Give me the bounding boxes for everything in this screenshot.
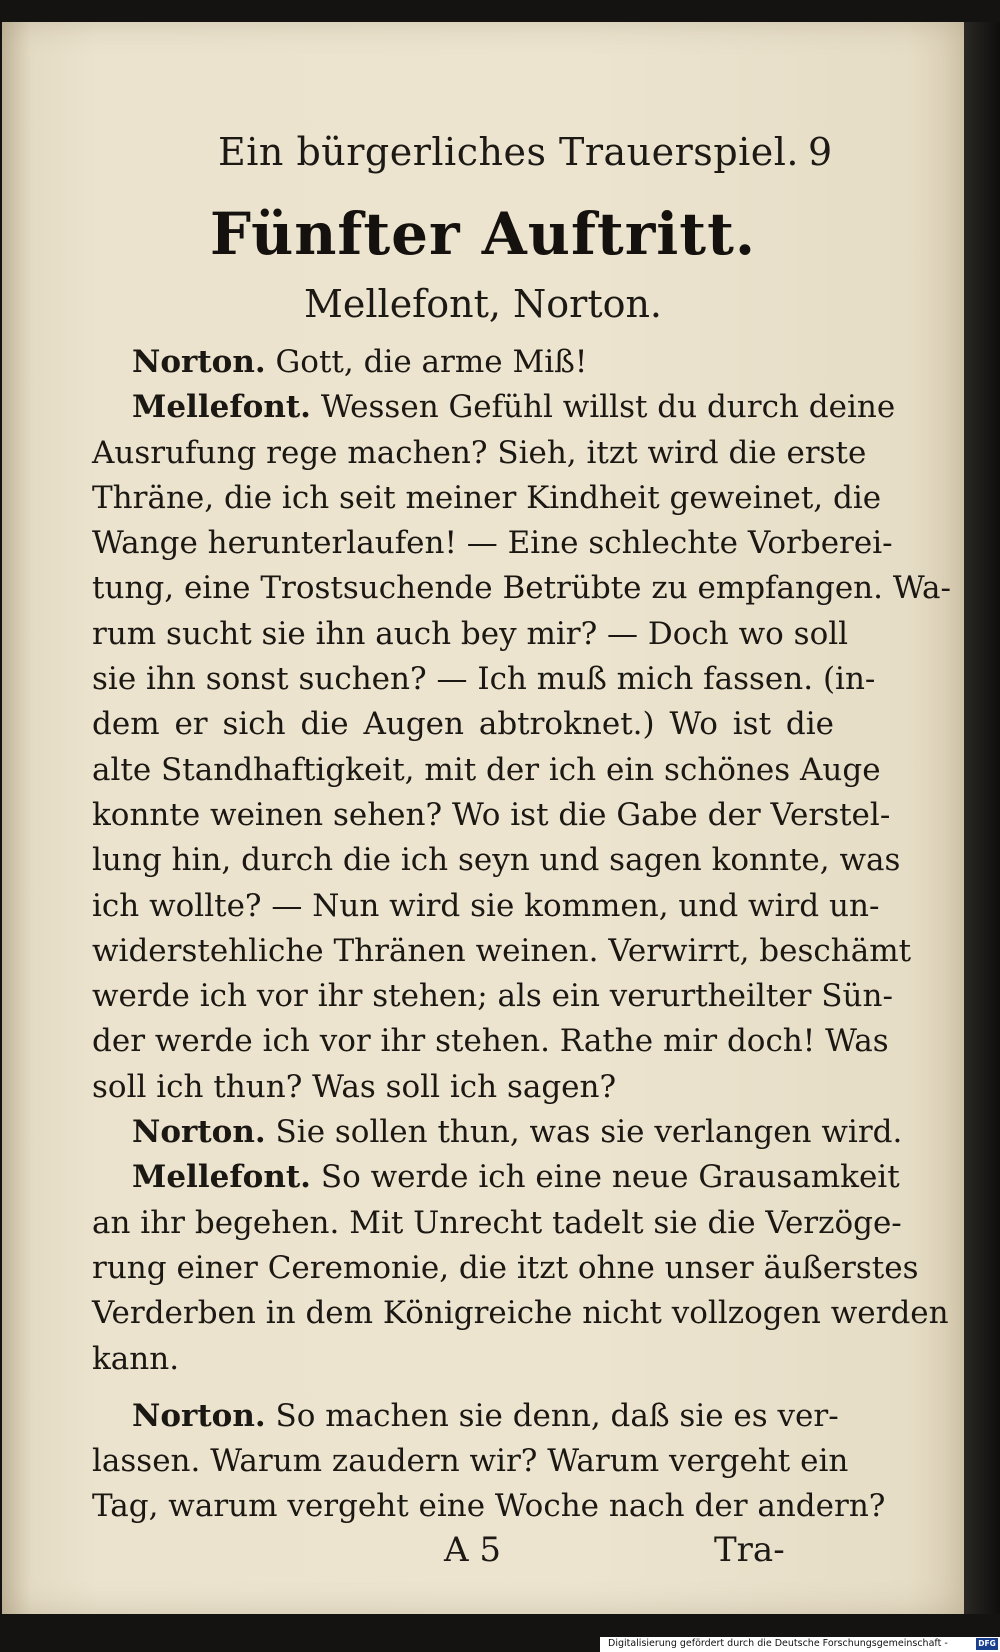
line-text: an ihr begehen. Mit Unrecht tadelt sie die Verzöge- (92, 1204, 902, 1241)
speaker-name: Mellefont. (132, 389, 311, 426)
page-number: 9 (808, 130, 833, 174)
line-text: werde ich vor ihr stehen; als ein verurtheilter Sün- (92, 978, 893, 1015)
text-line (92, 612, 849, 657)
text-line (92, 385, 896, 430)
line-text: Wange herunterlaufen! — Eine schlechte Vorberei- (92, 525, 893, 562)
text-line (92, 1291, 949, 1336)
text-line (92, 1484, 886, 1529)
speech-paragraph (92, 1110, 903, 1155)
line-text: soll ich thun? Was soll ich sagen? (92, 1068, 617, 1105)
page-footer (2, 1530, 964, 1574)
text-line (92, 1019, 889, 1064)
speech-paragraph (92, 340, 834, 385)
text-line (92, 657, 876, 702)
line-text: der werde ich vor ihr stehen. Rathe mir doch! Was (92, 1023, 889, 1060)
line-text: Tag, warum vergeht eine Woche nach der andern? (92, 1488, 886, 1525)
speaker-name: Norton. (132, 1397, 266, 1434)
text-line (92, 838, 901, 883)
text-line (92, 929, 912, 974)
catchword: Tra- (714, 1530, 785, 1570)
line-text: lassen. Warum zaudern wir? Warum vergeht ein (92, 1443, 849, 1480)
text-line (92, 476, 882, 521)
line-text: So werde ich eine neue Grausamkeit (320, 1159, 900, 1196)
line-text: So machen sie denn, daß sie es ver- (275, 1397, 839, 1434)
text-line (92, 521, 893, 566)
line-text: alte Standhaftigkeit, mit der ich ein schönes Auge (92, 751, 881, 788)
credit-text: Digitalisierung gefördert durch die Deutsche Forschungsgemeinschaft - (608, 1638, 948, 1649)
text-line (92, 566, 951, 611)
speech-paragraph (92, 385, 951, 1110)
line-text: tung, eine Trostsuchende Betrübte zu empfangen. Wa- (92, 570, 951, 607)
paragraph-gap (92, 1382, 834, 1394)
line-text: rung einer Ceremonie, die itzt ohne unser äußerstes (92, 1249, 919, 1286)
text-line (92, 1246, 919, 1291)
text-line (92, 1110, 903, 1155)
scene-characters: Mellefont, Norton. (303, 282, 663, 326)
line-text: ich wollte? — Nun wird sie kommen, und wird un- (92, 887, 880, 924)
running-title: Ein bürgerliches Trauerspiel. (218, 130, 800, 174)
line-text: lung hin, durch die ich seyn und sagen konnte, was (92, 842, 901, 879)
line-text: widerstehliche Thränen weinen. Verwirrt, beschämt (92, 932, 912, 969)
line-text: Verderben in dem Königreiche nicht vollzogen werden (92, 1295, 949, 1332)
line-text: Sie sollen thun, was sie verlangen wird. (275, 1114, 903, 1151)
dfg-logo: DFG (976, 1638, 998, 1650)
signature-mark: A 5 (444, 1530, 501, 1570)
text-line (92, 748, 881, 793)
text-body (92, 340, 951, 1530)
line-text: Thräne, die ich seit meiner Kindheit geweinet, die (92, 479, 882, 516)
line-text: dem er sich die Augen abtroknet.) Wo ist die (92, 706, 834, 743)
text-line (92, 1065, 834, 1110)
page-edge-shadow (964, 22, 1000, 1614)
text-line (92, 1394, 839, 1439)
text-line (92, 1201, 902, 1246)
text-line (92, 340, 834, 385)
speech-paragraph (92, 1394, 886, 1530)
scene-title: Fünfter Auftritt. (209, 200, 757, 268)
line-text: sie ihn sonst suchen? — Ich muß mich fassen. (in- (92, 661, 876, 698)
line-text: rum sucht sie ihn auch bey mir? — Doch wo soll (92, 615, 849, 652)
line-text: Ausrufung rege machen? Sieh, itzt wird die erste (92, 434, 867, 471)
text-line (92, 1337, 834, 1382)
book-page (2, 22, 964, 1614)
speaker-name: Norton. (132, 1114, 266, 1151)
text-line (92, 974, 893, 1019)
line-text: Wessen Gefühl willst du durch deine (320, 389, 896, 426)
speaker-name: Norton. (132, 344, 266, 380)
text-line (92, 793, 891, 838)
line-text: Gott, die arme Miß! (275, 344, 588, 380)
text-line (92, 1439, 849, 1484)
text-line (92, 884, 880, 929)
speech-paragraph (92, 1155, 949, 1393)
text-line (92, 431, 867, 476)
running-head (2, 130, 964, 180)
line-text: kann. (92, 1340, 180, 1377)
text-line (92, 1155, 900, 1200)
line-text: konnte weinen sehen? Wo ist die Gabe der Verstel- (92, 796, 891, 833)
text-line (92, 702, 834, 747)
speaker-name: Mellefont. (132, 1159, 311, 1196)
